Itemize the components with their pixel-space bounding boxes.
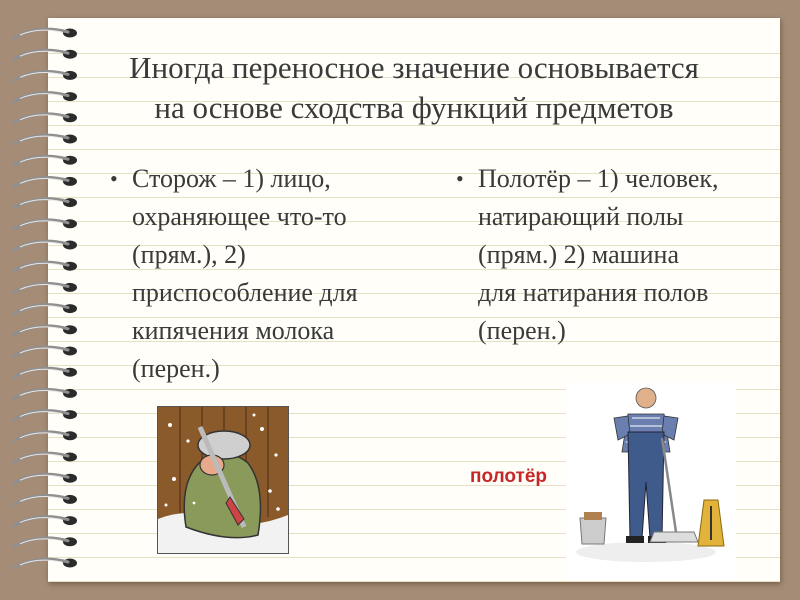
spiral-coil: [14, 283, 77, 293]
watchman-cartoon-image: [157, 406, 289, 554]
spiral-coil: [14, 262, 77, 272]
spiral-coil: [14, 516, 77, 526]
spiral-coil: [14, 410, 77, 420]
spiral-coil: [14, 135, 77, 145]
title-line-2: на основе сходства функций предметов: [154, 90, 674, 125]
definition-storozh: [110, 160, 422, 388]
spiral-coil: [14, 241, 77, 251]
spiral-coil: [14, 219, 77, 229]
bullet-marker: •: [456, 166, 464, 191]
definition-line: (перен.): [132, 354, 220, 383]
slide-title: [48, 48, 780, 128]
spiral-coil: [14, 304, 77, 314]
floor-polisher-man-image: [566, 382, 736, 580]
spiral-coil: [14, 177, 77, 187]
spiral-coil: [14, 474, 77, 484]
spiral-coil: [14, 537, 77, 547]
spiral-coil: [14, 325, 77, 335]
spiral-coil: [14, 495, 77, 505]
spiral-coil: [14, 431, 77, 441]
spiral-coil: [14, 347, 77, 357]
spiral-coil: [14, 389, 77, 399]
definition-line: Сторож – 1) лицо,: [132, 164, 331, 193]
bullet-marker: •: [110, 166, 118, 191]
definition-line: охраняющее что-то: [132, 202, 347, 231]
definition-line: (прям.), 2): [132, 240, 246, 269]
spiral-coil: [14, 559, 77, 569]
spiral-coil: [14, 198, 77, 208]
definition-poloter: [456, 160, 778, 350]
definition-line: (перен.): [478, 316, 566, 345]
definition-line: приспособление для: [132, 278, 358, 307]
definition-line: Полотёр – 1) человек,: [478, 164, 719, 193]
definition-line: кипячения молока: [132, 316, 335, 345]
definition-line: (прям.) 2) машина: [478, 240, 680, 269]
spiral-coil: [14, 156, 77, 166]
spiral-coil: [14, 368, 77, 378]
definition-line: натирающий полы: [478, 202, 684, 231]
definition-line: для натирания полов: [478, 278, 709, 307]
title-line-1: Иногда переносное значение основывается: [129, 50, 699, 85]
spiral-coil: [14, 29, 77, 39]
poloter-caption: полотёр: [470, 466, 548, 487]
spiral-coil: [14, 453, 77, 463]
